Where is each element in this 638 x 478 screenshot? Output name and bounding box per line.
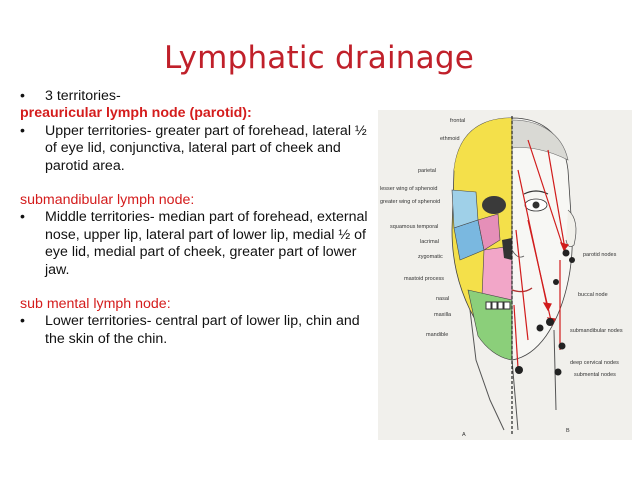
bullet-glyph: •: [20, 122, 25, 139]
node-labels: [570, 252, 623, 378]
label-parotid-nodes: parotid nodes: [583, 252, 617, 258]
slide-title: Lymphatic drainage: [164, 40, 474, 76]
bullet-middle-territories: [20, 209, 380, 279]
label-mandible: mandible: [426, 332, 449, 338]
label-parietal: parietal: [418, 168, 437, 174]
bullet-lower-territories: [20, 313, 380, 348]
label-buccal-node: buccal node: [578, 292, 608, 298]
face-lymphatic-illustration: [378, 110, 632, 440]
skull-half: [452, 118, 512, 430]
panel-letter-a: A: [462, 432, 466, 438]
label-greater-wing: greater wing of sphenoid: [380, 199, 441, 205]
bullet-glyph: •: [20, 209, 25, 226]
bullet-intro: [20, 88, 380, 105]
label-nasal: nasal: [436, 296, 450, 302]
orbit-shape: [482, 196, 506, 214]
illustration-svg: [378, 110, 632, 440]
label-squamous-temporal: squamous temporal: [390, 224, 439, 230]
label-ethmoid: ethmoid: [440, 136, 460, 142]
intro-text: 3 territories-: [45, 88, 121, 104]
label-mastoid: mastoid process: [404, 276, 445, 282]
label-deep-cervical-nodes: deep cervical nodes: [570, 360, 619, 366]
label-lesser-wing: lesser wing of sphenoid: [380, 186, 438, 192]
bullet-upper-territories: [20, 123, 380, 175]
label-zygomatic: zygomatic: [418, 254, 443, 260]
label-submental-nodes: submental nodes: [574, 372, 616, 378]
section-heading-preauricular: preauricular lymph node (parotid):: [20, 105, 252, 122]
label-frontal: frontal: [450, 118, 466, 124]
face-half: [512, 116, 576, 435]
label-submandibular-nodes: submandibular nodes: [570, 328, 623, 334]
bullet-glyph: •: [20, 88, 25, 104]
label-lacrimal: lacrimal: [420, 239, 439, 245]
slide-body: [20, 88, 380, 348]
section-heading-submental: sub mental lymph node:: [20, 296, 171, 313]
middle-territories-text: Middle territories- median part of forehead, external nose, upper lip, lateral part of lower lip, medial ½ of eye lid, medial part of cheek, greater part of lower jaw.: [45, 209, 368, 278]
panel-letter-b: B: [566, 428, 570, 434]
upper-territories-text: Upper territories- greater part of forehead, lateral ½ of eye lid, conjunctiva, lateral part of cheek and parotid area.: [45, 122, 367, 174]
bullet-glyph: •: [20, 313, 25, 330]
section-heading-submandibular: submandibular lymph node:: [20, 192, 195, 209]
label-maxilla: maxilla: [434, 312, 452, 318]
lower-territories-text: Lower territories- central part of lower lip, chin and the skin of the chin.: [45, 313, 360, 347]
